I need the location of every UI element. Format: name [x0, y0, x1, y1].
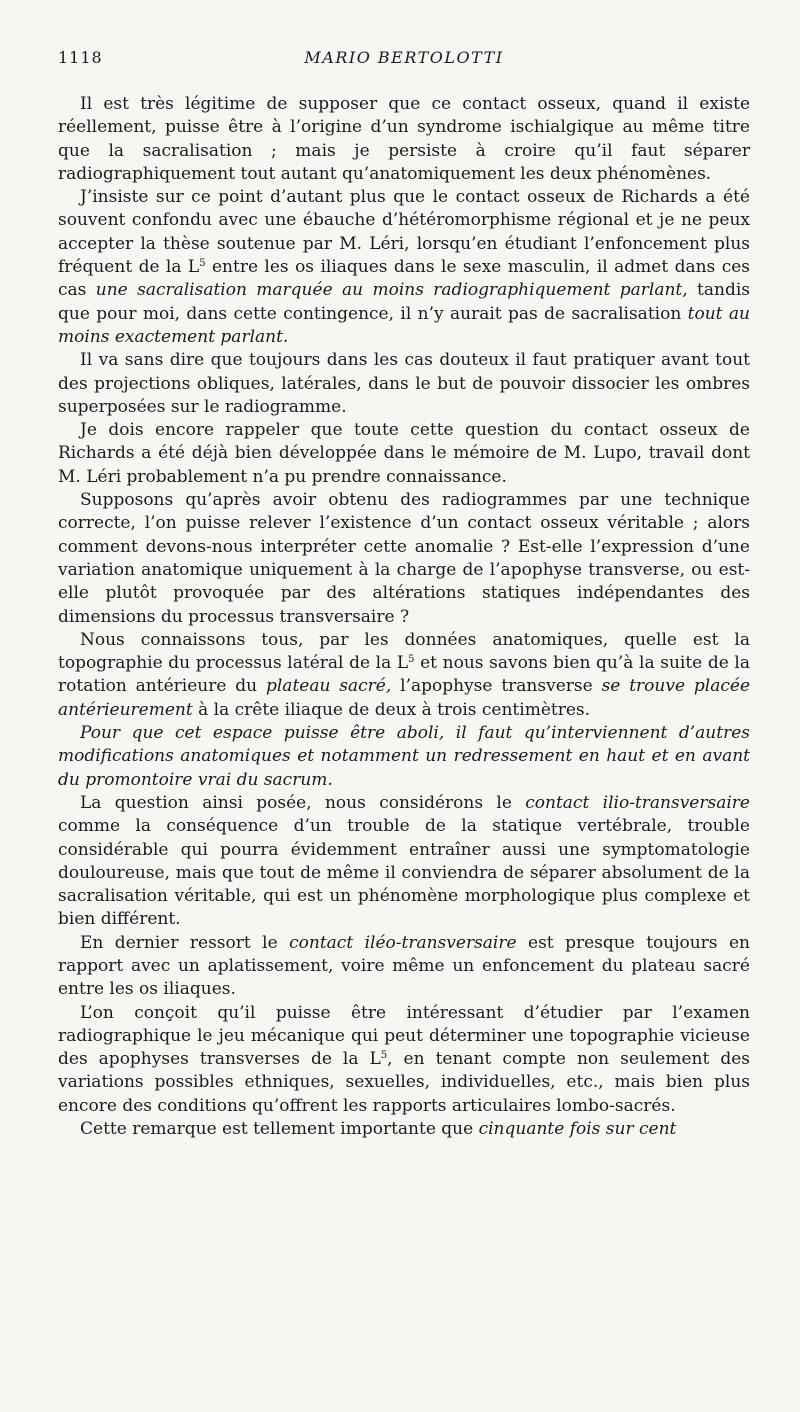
paragraph — [58, 1002, 750, 1118]
text-run: En dernier ressort le — [80, 932, 290, 953]
text-run: tandis que pour moi, dans cette contingence, il n’y aurait pas de sacralisation — [58, 280, 750, 324]
italic-text: contact iléo-transversaire — [289, 932, 517, 953]
paragraph — [58, 186, 750, 349]
italic-text: cinquante fois sur cent — [478, 1119, 677, 1140]
text-run: et nous savons bien qu’à la suite de la rotation antérieure du — [58, 653, 750, 697]
italic-text: contact ilio-transversaire — [525, 792, 750, 813]
paragraph — [58, 792, 750, 932]
paragraph — [58, 629, 750, 722]
superscript: 5 — [408, 654, 415, 666]
text-run: entre les os iliaques dans le sexe masculin, il admet dans ces cas — [58, 257, 751, 301]
body-text — [58, 93, 750, 1141]
text-run: est presque toujours en rapport avec un aplatissement, voire même un enfoncement du plateau sacré entre les os iliaques. — [58, 932, 750, 1000]
paragraph — [58, 349, 750, 419]
superscript: 5 — [380, 1050, 388, 1062]
page-number: 1118 — [58, 48, 103, 67]
text-run: comme la conséquence d’un trouble de la statique vertébrale, trouble considérable qui pourra évidemment entraîner aussi une symptomatologie douloureuse, mais que tout de même il conviendra de séparer absolument de la sacralisation véritable, qui est un phénomène morphologique plus complexe et bien différent. — [58, 816, 750, 930]
paragraph — [58, 93, 750, 186]
text-run: Nous connaissons tous, par les données anatomiques, quelle est la topographie du processus latéral de la L — [58, 629, 750, 674]
text-run: Cette remarque est tellement importante que — [80, 1119, 479, 1140]
text-run: Il est très légitime de supposer que ce contact osseux, quand il existe réellement, puisse être à l’origine d’un syndrome ischialgique au même titre que la sacralisation ; mais je persiste à croire qu’il faut séparer radiographiquement tout autant qu’anatomiquement les deux phénomènes. — [58, 94, 750, 184]
text-run: Je dois encore rappeler que toute cette question du contact osseux de Richards a été déjà bien développée dans le mémoire de M. Lupo, travail dont M. Léri probablement n’a pu prendre connaissance. — [58, 420, 750, 487]
text-run: La question ainsi posée, nous considérons le — [80, 792, 526, 813]
italic-text: se trouve placée antérieurement — [58, 676, 751, 720]
paragraph — [58, 419, 750, 489]
text-run: Supposons qu’après avoir obtenu des radiogrammes par une technique correcte, l’on puisse relever l’existence d’un contact osseux véritable ; alors comment devons-nous interpréter cette anomalie ? Est-elle l’expression d’une variation anatomique uniquement à la charge de l’apophyse transverse, ou est-elle plutôt provoquée par des altérations statiques indépendantes des dimensions du processus transversaire ? — [58, 490, 750, 627]
paragraph — [58, 489, 750, 629]
italic-text: plateau sacré, — [265, 676, 392, 697]
text-run: L’on conçoit qu’il puisse être intéressant d’étudier par l’examen radiographique le jeu mécanique qui peut déterminer une topographie vicieuse des apophyses transverses de la L — [58, 1002, 750, 1070]
paragraph — [58, 1118, 750, 1141]
italic-text: tout au moins exactement parlant. — [58, 303, 750, 347]
text-run: l’apophyse transverse — [391, 676, 602, 697]
text-run: , en tenant compte non seulement des variations possibles ethniques, sexuelles, individuelles, etc., mais bien plus encore des conditions qu’offrent les rapports articulaires lombo-sacrés. — [58, 1049, 750, 1116]
superscript: 5 — [199, 258, 206, 270]
text-run: Il va sans dire que toujours dans les cas douteux il faut pratiquer avant tout des projections obliques, latérales, dans le but de pouvoir dissocier les ombres superposées sur le radiogramme. — [58, 350, 750, 417]
text-run: J’insiste sur ce point d’autant plus que le contact osseux de Richards a été souvent confondu avec une ébauche d’hétéromorphisme régional et je ne peux accepter la thèse soutenue par M. Léri, lorsqu’en étudiant l’enfoncement plus fréquent de la L — [58, 187, 750, 278]
page-header — [58, 48, 750, 74]
italic-text: Pour que cet espace puisse être aboli, il faut qu’interviennent d’autres modifications anatomiques et notamment un redressement en haut et en avant du promontoire vrai du sacrum. — [58, 723, 750, 790]
paragraph — [58, 932, 750, 1002]
text-run: à la crête iliaque de deux à trois centimètres. — [192, 699, 591, 720]
paragraph — [58, 722, 750, 792]
running-title: MARIO BERTOLOTTI — [304, 48, 504, 67]
italic-text: une sacralisation marquée au moins radiographiquement parlant, — [95, 280, 688, 301]
